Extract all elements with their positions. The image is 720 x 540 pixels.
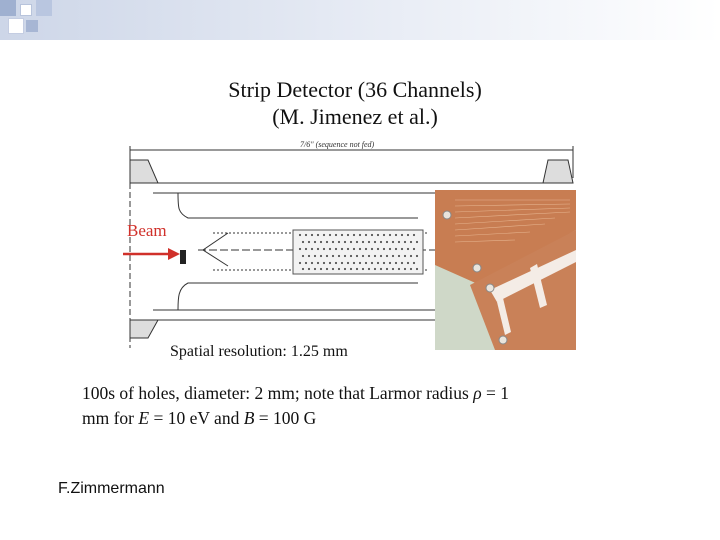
body-part2: mm for	[82, 408, 139, 428]
body-eq2: = 10 eV and	[149, 408, 244, 428]
beam-arrow	[123, 248, 186, 264]
rho-symbol: ρ	[473, 383, 482, 403]
body-eq1: = 1	[481, 383, 510, 403]
body-part1: 100s of holes, diameter: 2 mm; note that Larmor radius	[82, 383, 474, 403]
header-decoration	[0, 0, 720, 40]
beam-label: Beam	[127, 221, 167, 240]
flange-top-left	[130, 160, 158, 183]
body-text	[82, 381, 642, 431]
detector-photo	[435, 190, 576, 350]
E-symbol: E	[138, 408, 150, 428]
detector-board-photo	[435, 190, 576, 350]
slide-title	[150, 76, 560, 130]
title-line-1: Strip Detector (36 Channels)	[228, 77, 482, 102]
title-line-2: (M. Jimenez et al.)	[272, 104, 438, 129]
deco-square-4	[8, 18, 24, 34]
inner-upper-contour	[178, 193, 418, 218]
strip-region	[293, 230, 423, 274]
deco-square-2	[20, 4, 32, 16]
body-eq3: = 100 G	[254, 408, 317, 428]
flange-bottom-left	[130, 320, 158, 338]
spatial-resolution-caption: Spatial resolution: 1.25 mm	[170, 343, 348, 360]
B-symbol: B	[243, 408, 255, 428]
board-screw-4	[499, 336, 507, 344]
board-screw-2	[473, 264, 481, 272]
deco-square-1	[0, 0, 16, 16]
board-screw-3	[486, 284, 494, 292]
deco-square-3	[36, 0, 52, 16]
board-screw-1	[443, 211, 451, 219]
flange-top-right	[543, 160, 573, 183]
dimension-label: 7/6" (sequence not fed)	[300, 140, 375, 149]
footer-author: F.Zimmermann	[58, 480, 165, 497]
deco-square-5	[26, 20, 38, 32]
inner-lower-contour	[178, 283, 418, 310]
